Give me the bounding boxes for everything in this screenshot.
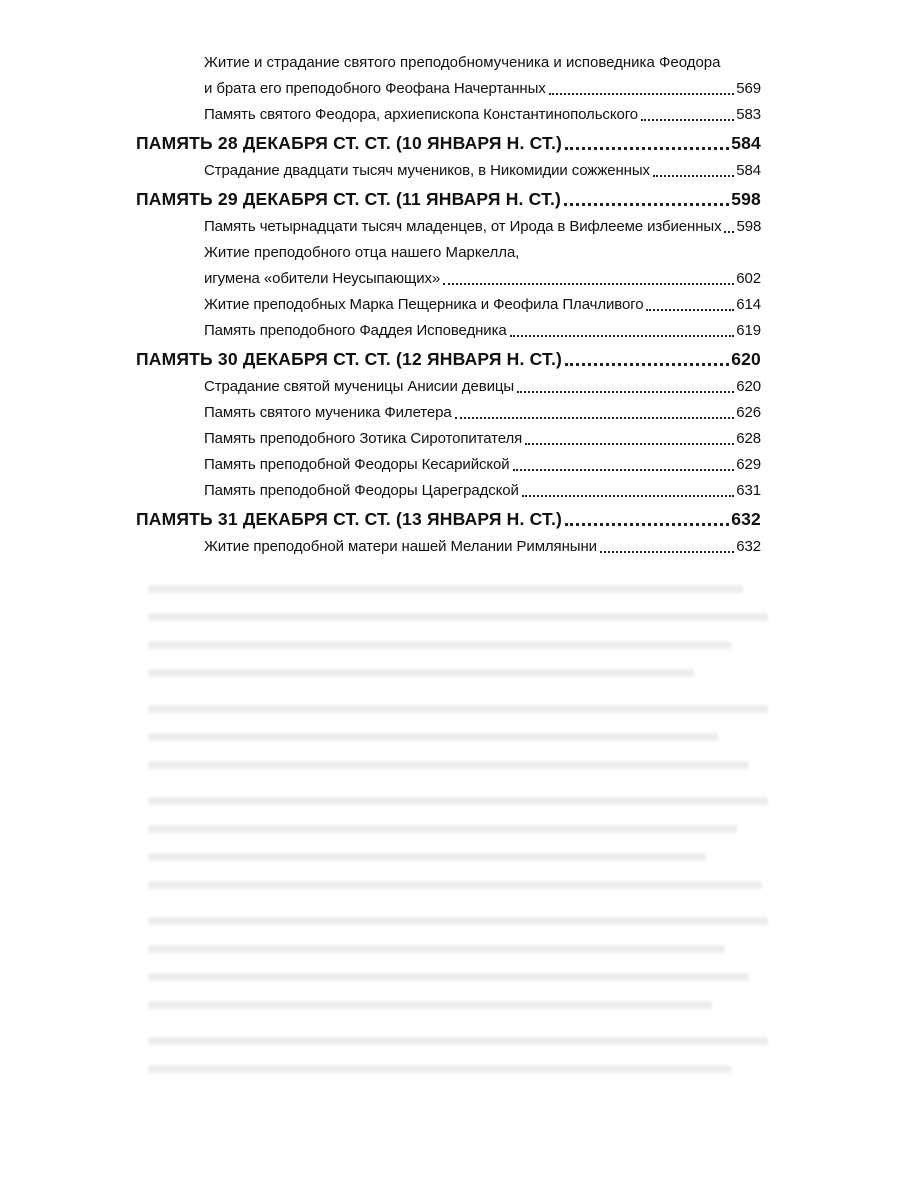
toc-entry <box>204 374 761 400</box>
toc-entry <box>204 158 761 184</box>
section-page-number: 584 <box>731 133 761 153</box>
dot-leader <box>653 175 734 177</box>
toc-entry-title: Житие преподобных Марка Пещерника и Феофила Плачливого <box>204 296 644 313</box>
toc-page-number: 629 <box>736 456 761 473</box>
toc-page-number: 614 <box>736 296 761 313</box>
toc-page-number: 632 <box>736 538 761 555</box>
dot-leader <box>525 443 734 445</box>
toc-section-heading <box>136 504 761 534</box>
toc-entry-title: Память четырнадцати тысяч младенцев, от Ирода в Вифлееме избиенных <box>204 218 722 235</box>
toc-page-number: 619 <box>736 322 761 339</box>
toc-page-number: 626 <box>736 404 761 421</box>
table-of-contents <box>136 50 761 560</box>
toc-entry <box>204 452 761 478</box>
dot-leader <box>600 551 734 553</box>
section-title: ПАМЯТЬ 30 ДЕКАБРЯ СТ. СТ. (12 ЯНВАРЯ Н. СТ.) <box>136 349 563 369</box>
toc-page-number: 584 <box>736 162 761 179</box>
section-page-number: 598 <box>731 189 761 209</box>
dot-leader <box>513 469 735 471</box>
dot-leader <box>510 335 735 337</box>
toc-entry <box>204 292 761 318</box>
toc-section-heading <box>136 344 761 374</box>
toc-entry-title: Память преподобной Феодоры Цареградской <box>204 482 519 499</box>
toc-entry <box>204 478 761 504</box>
toc-entry <box>204 318 761 344</box>
dot-leader <box>455 417 735 419</box>
toc-entry-title: Житие и страдание святого преподобномученика и исповедника Феодора <box>204 54 721 71</box>
dot-leader <box>724 231 734 233</box>
toc-section-heading <box>136 184 761 214</box>
toc-entry-title: Житие преподобного отца нашего Маркелла, <box>204 244 520 261</box>
toc-page-number: 602 <box>736 270 761 287</box>
toc-entry <box>204 76 761 102</box>
toc-page-number: 569 <box>736 80 761 97</box>
toc-entry <box>204 400 761 426</box>
section-title: ПАМЯТЬ 31 ДЕКАБРЯ СТ. СТ. (13 ЯНВАРЯ Н. СТ.) <box>136 509 563 529</box>
dot-leader <box>443 283 734 285</box>
section-page-number: 632 <box>731 509 761 529</box>
toc-page-number: 598 <box>736 218 762 235</box>
toc-entry <box>204 214 761 240</box>
toc-entry <box>204 426 761 452</box>
show-through-text <box>148 585 768 1145</box>
toc-entry <box>204 534 761 560</box>
toc-entry-title: Житие преподобной матери нашей Мелании Римляныни <box>204 538 597 555</box>
section-title: ПАМЯТЬ 29 ДЕКАБРЯ СТ. СТ. (11 ЯНВАРЯ Н. СТ.) <box>136 189 562 209</box>
toc-entry <box>204 50 761 76</box>
toc-entry-title: Страдание святой мученицы Анисии девицы <box>204 378 515 395</box>
dot-leader <box>517 391 734 393</box>
toc-entry-title: Память святого мученика Филетера <box>204 404 452 421</box>
dot-leader <box>565 147 729 150</box>
dot-leader <box>564 203 729 206</box>
toc-entry-title: Страдание двадцати тысяч мучеников, в Никомидии сожженных <box>204 162 650 179</box>
toc-entry-title: Память святого Феодора, архиепископа Константинопольского <box>204 106 638 123</box>
section-title: ПАМЯТЬ 28 ДЕКАБРЯ СТ. СТ. (10 ЯНВАРЯ Н. СТ.) <box>136 133 563 153</box>
toc-page-number: 628 <box>736 430 761 447</box>
dot-leader <box>565 523 729 526</box>
toc-entry <box>204 240 761 266</box>
toc-page-number: 631 <box>736 482 761 499</box>
dot-leader <box>565 363 729 366</box>
toc-entry-title: Память преподобного Зотика Сиротопитателя <box>204 430 523 447</box>
toc-entry-title: Память преподобного Фаддея Исповедника <box>204 322 507 339</box>
toc-entry <box>204 266 761 292</box>
dot-leader <box>646 309 734 311</box>
dot-leader <box>549 93 735 95</box>
section-page-number: 620 <box>731 349 761 369</box>
toc-entry <box>204 102 761 128</box>
dot-leader <box>641 119 734 121</box>
toc-entry-title: Память преподобной Феодоры Кесарийской <box>204 456 510 473</box>
toc-section-heading <box>136 128 761 158</box>
toc-page-number: 620 <box>736 378 761 395</box>
toc-entry-title: игумена «обители Неусыпающих» <box>204 270 441 287</box>
toc-page-number: 583 <box>736 106 761 123</box>
toc-entry-title: и брата его преподобного Феофана Начертанных <box>204 80 546 97</box>
dot-leader <box>522 495 734 497</box>
